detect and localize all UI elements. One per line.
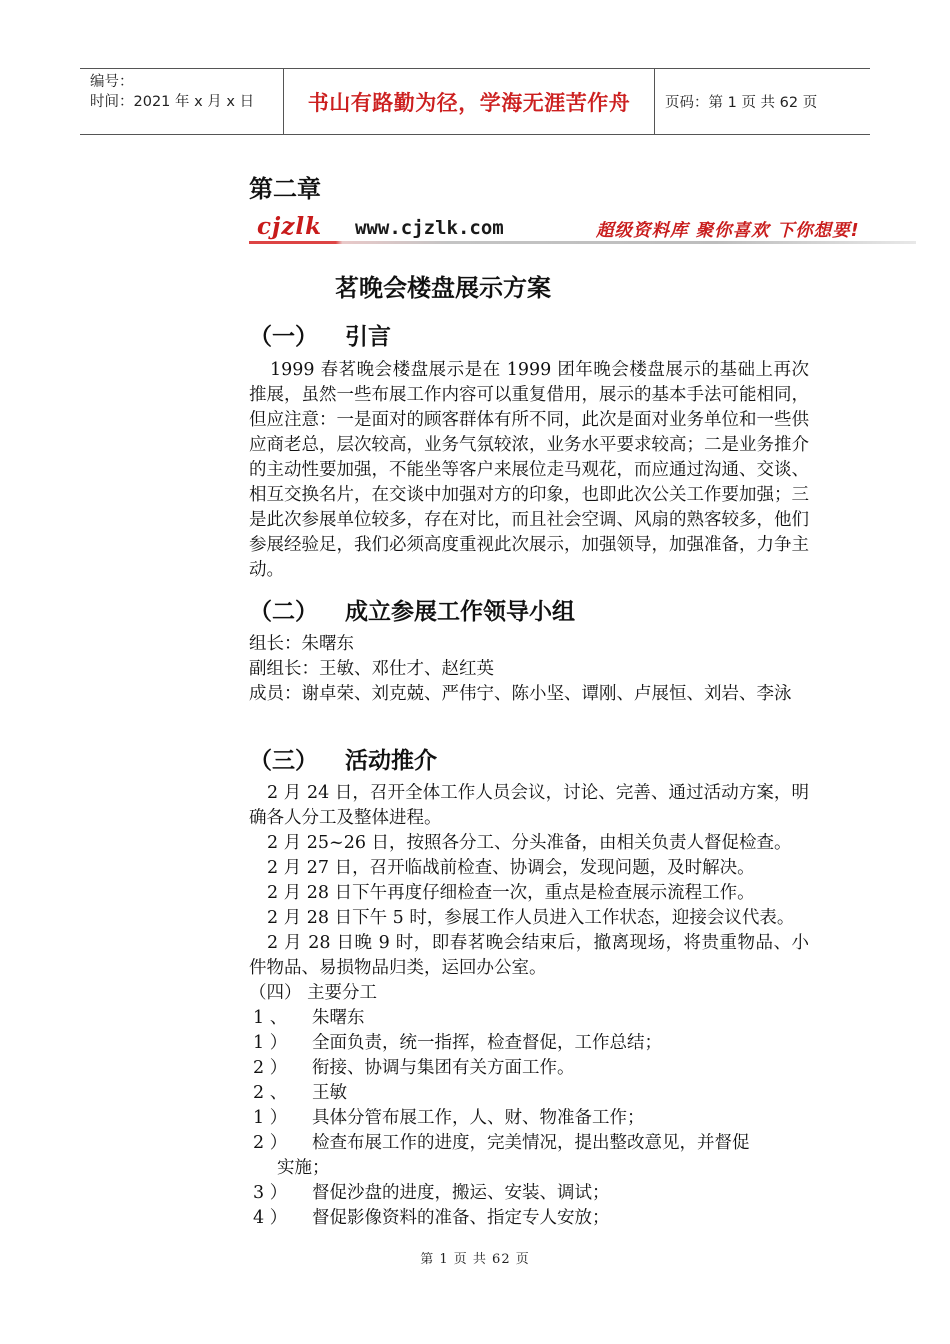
banner-logo: cjzlk: [257, 213, 323, 240]
duty-item-number: 2 ）: [253, 1133, 288, 1153]
section-intro-body: [249, 358, 809, 583]
section-activity-heading: [249, 742, 437, 775]
section-title: 成立参展工作领导小组: [345, 599, 575, 625]
duty-item-number: 1 ）: [253, 1108, 288, 1128]
team-line: 副组长：王敏、邓仕才、赵红英: [249, 659, 494, 679]
header-table: [80, 68, 870, 135]
timeline-entry: 2 月 27 日，召开临战前检查、协调会，发现问题，及时解决。: [267, 858, 755, 878]
section-title: 活动推介: [345, 748, 437, 774]
timeline-entry: 2 月 24 日，召开全体工作人员会议，讨论、完善、通过活动方案，明确各人分工及整体进程。: [249, 783, 809, 828]
chapter-heading: 第二章: [249, 175, 321, 203]
duty-item: [249, 1206, 809, 1231]
duty-item-number: 2 、: [253, 1083, 288, 1103]
duty-item: [249, 1181, 809, 1206]
duty-item: [249, 1056, 809, 1081]
section-number: （一）: [249, 324, 318, 350]
duty-item-number: 1 、: [253, 1008, 288, 1028]
duty-item: [249, 1131, 809, 1156]
activity-timeline: [249, 781, 809, 981]
team-line: 成员：谢卓荣、刘克兢、严伟宁、陈小坚、谭刚、卢展恒、刘岩、李泳: [249, 684, 792, 704]
header-motto: 书山有路勤为径，学海无涯苦作舟: [283, 69, 655, 134]
banner-url: www.cjzlk.com: [355, 217, 504, 239]
duty-item-text: 衔接、协调与集团有关方面工作。: [312, 1058, 575, 1078]
duty-item: [249, 1106, 809, 1131]
team-line: 组长：朱曙东: [249, 634, 354, 654]
timeline-entry: 2 月 28 日下午再度仔细检查一次，重点是检查展示流程工作。: [267, 883, 755, 903]
banner-slogan: 超级资料库 聚你喜欢 下你想要!: [596, 221, 860, 241]
duty-item-number: 4 ）: [253, 1208, 288, 1228]
duty-item-text: 检查布展工作的进度，完美情况，提出整改意见，并督促: [312, 1133, 750, 1153]
duty-item-text: 全面负责，统一指挥，检查督促，工作总结；: [312, 1033, 662, 1053]
document-date-label: 时间：2021 年 x 月 x 日: [90, 94, 255, 110]
page-footer: 第 1 页 共 62 页: [420, 1252, 530, 1267]
banner-underline: [249, 241, 916, 244]
document-title: 茗晚会楼盘展示方案: [335, 274, 551, 302]
duty-item-number: 2 ）: [253, 1058, 288, 1078]
header-meta-cell: [80, 69, 283, 134]
duty-item-text: 督促影像资料的准备、指定专人安放；: [312, 1208, 610, 1228]
section-number: （三）: [249, 748, 318, 774]
duty-item-number: 1 ）: [253, 1033, 288, 1053]
timeline-entry: 2 月 25~26 日，按照各分工、分头准备，由相关负责人督促检查。: [267, 833, 792, 853]
section-number: （二）: [249, 599, 318, 625]
document-number-label: 编号：: [90, 74, 134, 90]
duty-item-text: 王敏: [312, 1083, 347, 1103]
section-intro-heading: [249, 318, 391, 351]
section-team-heading: [249, 593, 575, 626]
intro-paragraph: 1999 春茗晚会楼盘展示是在 1999 团年晚会楼盘展示的基础上再次推展，虽然一些布展工作内容可以重复借用，展示的基本手法可能相同，但应注意：一是面对的顾客群体有所不同，此次是面对业务单位和一些供应商老总，层次较高，业务气氛较浓，业务水平要求较高；二是业务推介的主动性要加强，不能坐等客户来展位走马观花，而应通过沟通、交谈、相互交换名片，在交谈中加强对方的印象，也即此次公关工作要加强；三是此次参展单位较多，存在对比，而且社会空调、风扇的熟客较多，他们参展经验足，我们必须高度重视此次展示，加强领导，加强准备，力争主动。: [249, 360, 809, 580]
duty-item: [249, 1006, 809, 1031]
duty-item-continuation: 实施；: [277, 1158, 330, 1178]
header-page-info: 页码：第 1 页 共 62 页: [665, 95, 818, 111]
duty-item: [249, 1031, 809, 1056]
timeline-entry: 2 月 28 日下午 5 时，参展工作人员进入工作状态，迎接会议代表。: [267, 908, 795, 928]
site-banner: [249, 212, 916, 244]
timeline-entry: 2 月 28 日晚 9 时，即春茗晚会结束后，撤离现场，将贵重物品、小件物品、易损物品归类，运回办公室。: [249, 933, 809, 978]
duty-item-text: 督促沙盘的进度，搬运、安装、调试；: [312, 1183, 610, 1203]
duties-heading: （四） 主要分工: [249, 983, 378, 1003]
duties-list: [249, 981, 809, 1231]
team-member-list: [249, 632, 809, 707]
section-title: 引言: [345, 324, 391, 350]
duty-item-text: 具体分管布展工作，人、财、物准备工作；: [312, 1108, 645, 1128]
duty-item: [249, 1081, 809, 1106]
duty-item-text: 朱曙东: [312, 1008, 365, 1028]
duty-item-number: 3 ）: [253, 1183, 288, 1203]
